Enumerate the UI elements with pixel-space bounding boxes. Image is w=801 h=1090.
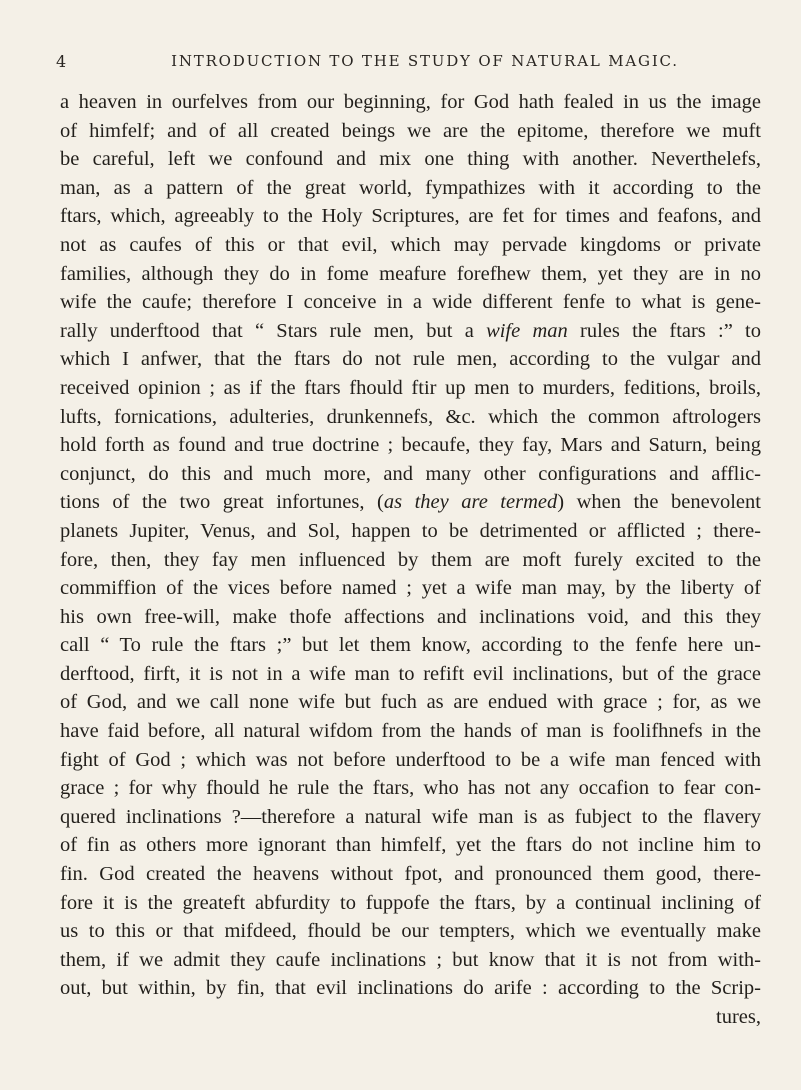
text-line: tions of the two great infortunes, (as they are termed) when the benevolent (60, 491, 761, 514)
text-line: out, but within, by fin, that evil inclinations do arife : according to the Scrip- (60, 977, 761, 1000)
text-line: fore it is the greateft abfurdity to fuppofe the ftars, by a continual inclining of (60, 891, 761, 914)
text-line: families, although they do in fome meafure forefhew them, yet they are in no (60, 262, 761, 285)
text-line: quered inclinations ?—therefore a natural wife man is as fubject to the flavery (60, 805, 761, 828)
text-line: tures, (716, 1006, 761, 1028)
text-line: a heaven in ourfelves from our beginning, for God hath fealed in us the image (60, 91, 761, 113)
text-line: commiffion of the vices before named ; yet a wife man may, by the liberty of (60, 577, 761, 600)
page-header (56, 52, 756, 80)
text-line: hold forth as found and true doctrine ; becaufe, they fay, Mars and Saturn, being (60, 434, 761, 457)
text-line: them, if we admit they caufe inclinations ; but know that it is not from with- (60, 948, 761, 971)
text-line: conjunct, do this and much more, and many other configurations and afflic- (60, 462, 761, 485)
text-line: be careful, left we confound and mix one thing with another. Neverthelefs, (60, 148, 761, 171)
text-line: derftood, firft, it is not in a wife man to refift evil inclinations, but of the grace (60, 662, 761, 685)
text-line: received opinion ; as if the ftars fhould ftir up men to murders, feditions, broils, (60, 376, 761, 399)
page-number: 4 (56, 52, 67, 71)
running-head: INTRODUCTION TO THE STUDY OF NATURAL MAGIC. (171, 52, 679, 70)
text-line: us to this or that mifdeed, fhould be our tempters, which we eventually make (60, 920, 761, 943)
text-line: fore, then, they fay men influenced by them are moft furely excited to the (60, 548, 761, 571)
text-line: not as caufes of this or that evil, which may pervade kingdoms or private (60, 233, 761, 256)
text-line: planets Jupiter, Venus, and Sol, happen to be detrimented or afflicted ; there- (60, 519, 761, 542)
text-line: have faid before, all natural wifdom from the hands of man is foolifhnefs in the (60, 720, 761, 743)
text-line: man, as a pattern of the great world, fympathizes with it according to the (60, 176, 761, 199)
text-line: rally underftood that “ Stars rule men, but a wife man rules the ftars :” to (60, 319, 761, 342)
text-line: wife the caufe; therefore I conceive in a wide different fenfe to what is gene- (60, 291, 761, 314)
body-text (60, 88, 761, 1032)
text-line: fin. God created the heavens without fpot, and pronounced them good, there- (60, 863, 761, 886)
text-line: of himfelf; and of all created beings we are the epitome, therefore we muft (60, 119, 761, 142)
text-line: of God, and we call none wife but fuch as are endued with grace ; for, as we (60, 691, 761, 714)
text-line: ftars, which, agreeably to the Holy Scriptures, are fet for times and feafons, and (60, 205, 761, 228)
text-line: fight of God ; which was not before underftood to be a wife man fenced with (60, 748, 761, 771)
text-line: grace ; for why fhould he rule the ftars, who has not any occafion to fear con- (60, 777, 761, 800)
text-line: of fin as others more ignorant than himfelf, yet the ftars do not incline him to (60, 834, 761, 857)
text-line: call “ To rule the ftars ;” but let them know, according to the fenfe here un- (60, 634, 761, 657)
text-line: his own free-will, make thofe affections and inclinations void, and this they (60, 605, 761, 628)
text-line: which I anfwer, that the ftars do not rule men, according to the vulgar and (60, 348, 761, 371)
text-line: lufts, fornications, adulteries, drunkennefs, &c. which the common aftrologers (60, 405, 761, 428)
